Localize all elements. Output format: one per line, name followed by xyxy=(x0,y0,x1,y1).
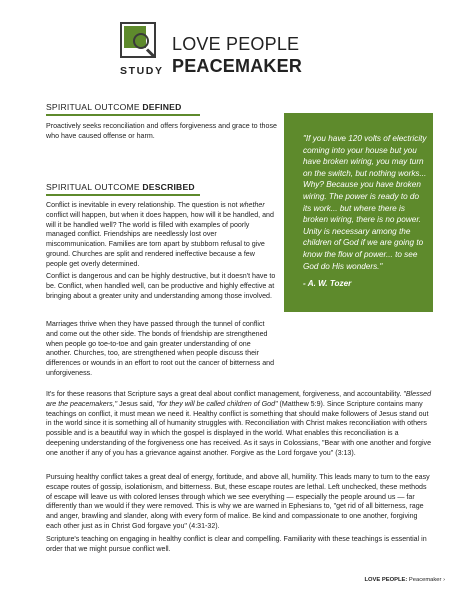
paragraph-2: Conflict is dangerous and can be highly destructive, but it doesn't have to be. Conflict, when handled well, can be productive and highly effective at bringing about a greater unity and understanding among those involved. xyxy=(46,272,276,300)
paragraph-4: It's for these reasons that Scripture says a great deal about conflict management, forgiveness, and accountability. "Blessed are the peacemakers," Jesus said, "for they will be called children of God" (Matthew 5:9). Since Scripture contains many teachings on conflict, it must mean we need it. Healthy conflict is something that should make followers of Jesus stand out in the world since it is something all of humanity struggles with. Reconciliation with Christ makes reconciliation with others possible and is a beautiful way in which the gospel is displayed in the world. What enables this reconciliation is a deepening understanding of the forgiveness one has received. As it says in Colossians, "Bear with one another and forgive one another if any of you has a grievance against another. Forgive as the Lord forgave you" (3:13). xyxy=(46,390,432,457)
paragraph-5: Pursuing healthy conflict takes a great deal of energy, fortitude, and above all, humility. This leads many to turn to the easy escape routes of gossip, isolationism, and bitterness. But, these escape routes are lethal. Left unchecked, these methods of escape will leave us with colored lenses through which we see everything — especially the people around us — far differently than we would if they were removed. This is why we are warned in Ephesians to, "get rid of all bitterness, rage and anger, brawling and slander, along with every form of malice. Be kind and compassionate to one another, forgiving each other just as in Christ God forgave you" (4:31-32). xyxy=(46,473,430,530)
quote-author: - A. W. Tozer xyxy=(303,279,352,288)
magnifier-icon xyxy=(133,33,149,49)
next-arrow-icon: › xyxy=(441,577,445,583)
paragraph-3: Marriages thrive when they have passed through the tunnel of conflict and come out the other side. The bonds of friendship are strengthened when people go toe-to-toe and gain greater understanding of one another. Churches, too, are strengthened when people discuss their differences or wounds in an effort to root out the cancer of bitterness and unforgiveness. xyxy=(46,320,275,377)
page-title-line1: LOVE PEOPLE xyxy=(172,34,300,54)
section-heading-described: SPIRITUAL OUTCOME DESCRIBED xyxy=(46,182,195,192)
quote-text: "If you have 120 volts of electricity coming into your house but you have broken wiring, you may turn on the switch, but nothing works... Why? Because you have broken wiring. The power is ready to do its work... but where there is broken wiring, there is no power. Unity is necessary among the children of God if we are going to know the flow of power... to see God do His wonders." xyxy=(303,134,427,271)
paragraph-1: Conflict is inevitable in every relationship. The question is not whether conflict will happen, but when it does happen, how will it be handled, and will it be handled well? The world is filled with examples of poorly managed conflict. Friendships are needlessly lost over miscommunication. Families are torn apart by stubborn refusal to give ground. Churches are split and rendered ineffective because a few people get overly determined. xyxy=(46,201,274,268)
section-rule-defined xyxy=(46,114,200,116)
page-title-line2: PEACEMAKER xyxy=(172,56,303,76)
study-logo xyxy=(120,22,162,80)
quote-box xyxy=(284,113,433,312)
section-heading-defined: SPIRITUAL OUTCOME DEFINED xyxy=(46,102,182,112)
paragraph-6: Scripture's teaching on engaging in healthy conflict is clear and compelling. Familiarity with these teachings is essential in order that we might pursue conflict well. xyxy=(46,535,427,553)
section-rule-described xyxy=(46,194,200,196)
page-footer: LOVE PEOPLE: Peacemaker › xyxy=(364,577,445,583)
outcome-defined-text: Proactively seeks reconciliation and offers forgiveness and grace to those who have caused offense or harm. xyxy=(46,122,277,140)
logo-label: STUDY xyxy=(120,65,164,77)
